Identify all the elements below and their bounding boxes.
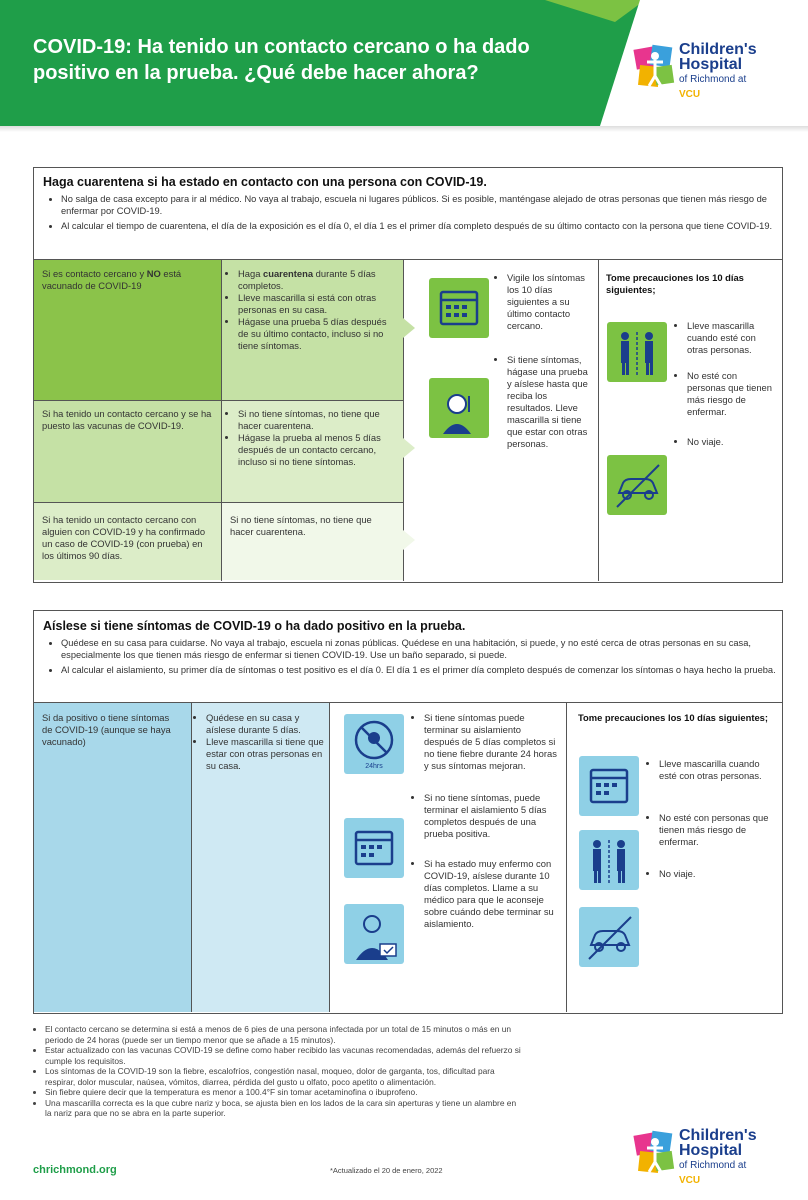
icon-label: 24hrs xyxy=(365,763,383,770)
calendar-icon xyxy=(344,818,404,878)
detail-item: • Si no tiene síntomas, puede terminar el aislamiento 5 días completos después de una prueba positiva. xyxy=(424,792,558,840)
logo-line2: Hospital xyxy=(679,1142,743,1159)
quarantine-bullet: • No salga de casa excepto para ir al médico. No vaya al trabajo, escuela ni lugares públicos. Si es posible, manténgase alejado de otras personas que tienen más riesgo de enfermar por COVID-19. xyxy=(61,193,778,217)
no-fever-icon xyxy=(344,714,404,774)
divider xyxy=(221,260,222,581)
action-item: • Si no tiene síntomas, no tiene que hacer cuarentena. xyxy=(238,408,398,432)
logo-line3: of Richmond at xyxy=(679,1160,747,1171)
divider xyxy=(191,703,192,1012)
arrow-icon xyxy=(403,438,415,458)
logo-line2: Hospital xyxy=(679,56,743,73)
logo-vcu: VCU xyxy=(679,89,701,100)
action-item: • Hágase una prueba 5 días después de su último contacto, incluso si no tiene síntomas. xyxy=(238,316,398,352)
precaution-item: • Lleve mascarilla cuando esté con otras personas. xyxy=(687,320,777,356)
precautions-list xyxy=(649,758,774,880)
text: durante 5 días completos. xyxy=(238,268,376,291)
precaution-item: • No viaje. xyxy=(659,868,774,880)
doctor-icon xyxy=(344,904,404,964)
quarantine-title: Haga cuarentena si ha estado en contacto con una persona con COVID-19. xyxy=(43,175,487,189)
arrow-icon xyxy=(403,318,415,338)
row2-actions xyxy=(228,408,398,468)
no-travel-icon xyxy=(579,907,639,967)
footnote: • Los síntomas de la COVID-19 son la fiebre, escalofríos, congestión nasal, moqueo, dolor de garganta, tos, dificultad para respirar, dolor muscular, naúsea, vómitos, diarrea, pérdida del gusto u olfato, poco apetito o alimentación. xyxy=(45,1066,523,1087)
hospital-logo xyxy=(633,42,768,100)
isolation-actions xyxy=(196,712,324,772)
detail-item: • Si tiene síntomas puede terminar su aislamiento después de 5 días completos si no tiene fiebre durante 24 horas y sus síntomas mejoran. xyxy=(424,712,558,772)
action-item: • Quédese en su casa y aíslese durante 5 días. xyxy=(206,712,324,736)
row3-condition: Si ha tenido un contacto cercano con alguien con COVID-19 y ha confirmado un caso de COVID-19 (con prueba) en los últimos 90 días. xyxy=(42,514,206,561)
text: está vacunado de COVID-19 xyxy=(42,268,182,291)
distancing-icon xyxy=(607,322,667,382)
logo-line1: Children's xyxy=(679,41,757,58)
isolation-bullet: • Al calcular el aislamiento, su primer día de síntomas o test positivo es el día 0. El día 1 es el primer día completo después de comenzar los síntomas o haya hecho la prueba. xyxy=(61,664,778,676)
text: Haga xyxy=(238,268,264,279)
precaution-item: • No viaje. xyxy=(687,436,777,448)
footnotes xyxy=(33,1024,523,1119)
row1-actions xyxy=(228,268,398,352)
hospital-logo-icon xyxy=(633,42,677,92)
no-travel-icon xyxy=(607,455,667,515)
row3-action: Si no tiene síntomas, no tiene que hacer cuarentena. xyxy=(230,514,372,537)
isolation-title: Aíslese si tiene síntomas de COVID-19 o ha dado positivo en la prueba. xyxy=(43,619,466,633)
detail-item: • Si ha estado muy enfermo con COVID-19, aíslese durante 10 días completos. Llame a su médico para que le aconseje sobre cuándo debe terminar su aislamiento. xyxy=(424,858,558,930)
website-link[interactable]: chrichmond.org xyxy=(33,1164,117,1176)
divider xyxy=(34,400,403,401)
monitor-item: • Si tiene síntomas, hágase una prueba y aíslese hasta que reciba los resultados. Lleve mascarilla si tiene que estar con otras personas. xyxy=(507,354,589,450)
arrow-icon xyxy=(403,530,415,550)
footnote: • El contacto cercano se determina si está a menos de 6 pies de una persona infectada por un total de 15 minutos o más en un periodo de 24 horas (puede ser un tiempo menor que se añade a 15 minutos). xyxy=(45,1024,523,1045)
monitor-item: • Vigile los síntomas los 10 días siguientes a su último contacto cercano. xyxy=(507,272,589,332)
isolation-bullet: • Quédese en su casa para cuidarse. No vaya al trabajo, escuela ni zonas públicas. Quédese en una habitación, si puede, y no esté cerca de otras personas en su casa, especialmente los que tienen más riesgo de enfermar si tienen COVID-19. Use un baño separado, si puede. xyxy=(61,637,778,661)
precautions-title: Tome precauciones los 10 días siguientes; xyxy=(606,272,744,295)
sick-person-icon xyxy=(429,378,489,438)
action-item: • Hágase la prueba al menos 5 días después de un contacto cercano, incluso si no tiene síntomas. xyxy=(238,432,398,468)
action-item: • Lleve mascarilla si tiene que estar con otras personas en su casa. xyxy=(206,736,324,772)
isolation-bullets xyxy=(43,637,778,679)
monitor-text xyxy=(497,272,589,450)
divider xyxy=(598,260,599,581)
hospital-logo-icon xyxy=(633,1128,677,1178)
calendar-icon xyxy=(579,756,639,816)
divider xyxy=(566,703,567,1012)
isolation-condition-bg xyxy=(34,703,191,1012)
action-item xyxy=(238,268,398,292)
footnote: • Sin fiebre quiere decir que la temperatura es menor a 100.4°F sin tomar acetaminofina o ibuprofeno. xyxy=(45,1087,523,1098)
hospital-logo-footer xyxy=(633,1128,768,1186)
quarantine-bullets xyxy=(43,193,778,235)
row2-condition: Si ha tenido un contacto cercano y se ha puesto las vacunas de COVID-19. xyxy=(42,408,212,431)
divider xyxy=(34,502,403,503)
quarantine-bullet: • Al calcular el tiempo de cuarentena, el día de la exposición es el día 0, el día 1 es el primer día completo después de su último contacto con la persona que tiene COVID-19. xyxy=(61,220,778,232)
precautions-list xyxy=(677,320,777,448)
page-title: COVID-19: Ha tenido un contacto cercano o ha dado positivo en la prueba. ¿Qué debe hacer ahora? xyxy=(33,36,530,84)
updated-date: *Actualizado el 20 de enero, 2022 xyxy=(330,1166,443,1175)
logo-line1: Children's xyxy=(679,1127,757,1144)
precaution-item: • No esté con personas que tienen más riesgo de enfermar. xyxy=(659,812,774,848)
calendar-icon xyxy=(429,278,489,338)
text-bold: NO xyxy=(146,268,161,279)
distancing-icon xyxy=(579,830,639,890)
isolation-condition: Si da positivo o tiene síntomas de COVID-19 (aunque se haya vacunado) xyxy=(42,712,171,747)
logo-line3: of Richmond at xyxy=(679,74,747,85)
precaution-item: • Lleve mascarilla cuando esté con otras personas. xyxy=(659,758,774,782)
header-shadow xyxy=(0,126,808,132)
text-bold: cuarentena xyxy=(263,268,314,279)
logo-vcu: VCU xyxy=(679,1175,701,1186)
isolation-details xyxy=(414,712,558,930)
divider xyxy=(329,703,330,1012)
footnote: • Una mascarilla correcta es la que cubre nariz y boca, se ajusta bien en los lados de la cara sin aperturas y tiene un alambre en la nariz para que no se abra en la parte superior. xyxy=(45,1098,523,1119)
action-item: • Lleve mascarilla si está con otras personas en su casa. xyxy=(238,292,398,316)
precaution-item: • No esté con personas que tienen más riesgo de enfermar. xyxy=(687,370,777,418)
text: Si es contacto cercano y xyxy=(42,268,147,279)
row1-condition xyxy=(42,268,217,292)
precautions-title: Tome precauciones los 10 días siguientes; xyxy=(578,712,768,723)
footnote: • Estar actualizado con las vacunas COVID-19 se define como haber recibido las vacunas recomendadas, además del refuerzo si cumple los requisitos. xyxy=(45,1045,523,1066)
